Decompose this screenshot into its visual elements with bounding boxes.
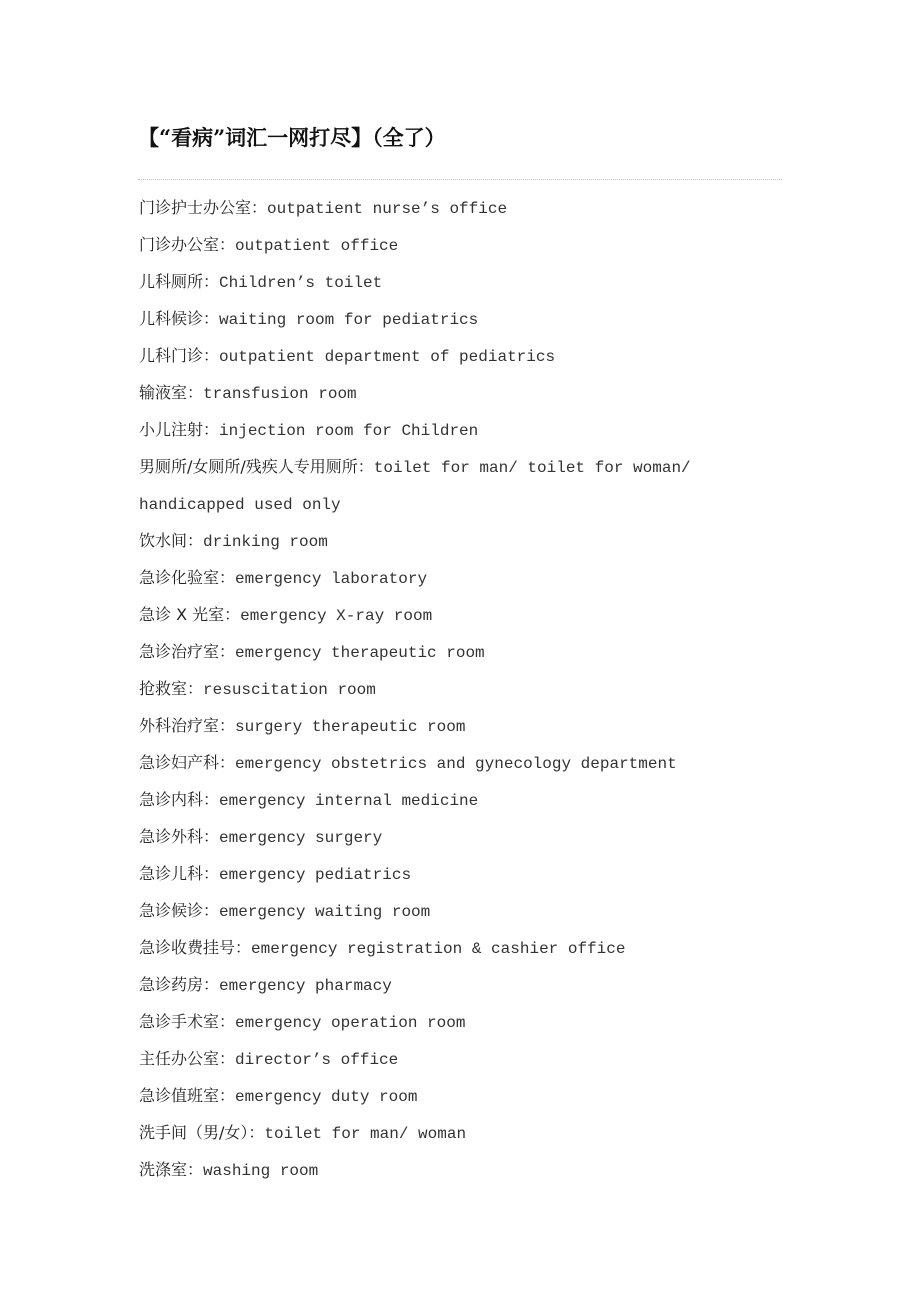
vocabulary-entry [139,1114,779,1151]
english-translation: waiting room for pediatrics [219,311,479,329]
english-translation: resuscitation room [203,681,376,699]
english-translation: Children’s toilet [219,274,383,292]
chinese-term: 儿科厕所： [139,272,220,291]
english-translation: emergency operation room [235,1014,466,1032]
vocabulary-entry [139,448,779,485]
vocabulary-entry [139,374,779,411]
chinese-term: 门诊护士办公室： [139,198,268,217]
chinese-term: 急诊药房： [139,975,220,994]
english-translation: emergency waiting room [219,903,431,921]
english-translation: drinking room [203,533,328,551]
vocabulary-entry [139,226,779,263]
english-translation: emergency pharmacy [219,977,392,995]
chinese-term: 洗涤室： [139,1160,204,1179]
chinese-term: 输液室： [139,383,204,402]
chinese-term: 急诊收费挂号： [139,938,252,957]
chinese-term: 主任办公室： [139,1049,236,1068]
chinese-term: 饮水间： [139,531,204,550]
vocabulary-entry [139,1151,779,1188]
english-translation: toilet for man/ woman [264,1125,467,1143]
document-title: 【“看病”词汇一网打尽】（全了） [138,125,446,150]
vocabulary-entry [139,966,779,1003]
english-translation: emergency duty room [235,1088,418,1106]
vocabulary-entry [139,1077,779,1114]
chinese-term: 抢救室： [139,679,204,698]
english-translation: washing room [203,1162,319,1180]
chinese-term: 急诊候诊： [139,901,220,920]
chinese-term: 急诊值班室： [139,1086,236,1105]
english-translation: toilet for man/ toilet for woman/ [373,459,691,477]
vocabulary-entry [139,485,779,522]
english-translation: outpatient nurse’s office [267,200,508,218]
vocabulary-entry [139,559,779,596]
vocabulary-entry [139,189,779,226]
english-translation: emergency internal medicine [219,792,479,810]
chinese-term: 急诊化验室： [139,568,236,587]
chinese-term: 急诊妇产科： [139,753,236,772]
chinese-term: 儿科门诊： [139,346,220,365]
chinese-term: 门诊办公室： [139,235,236,254]
chinese-term: 急诊儿科： [139,864,220,883]
vocabulary-entry [139,300,779,337]
chinese-term: 急诊内科： [139,790,220,809]
english-translation: injection room for Children [219,422,479,440]
vocabulary-entry [139,337,779,374]
vocabulary-entry [139,522,779,559]
english-translation: transfusion room [203,385,357,403]
chinese-term: 儿科候诊： [139,309,220,328]
vocabulary-entry [139,411,779,448]
chinese-term: 急诊外科： [139,827,220,846]
vocabulary-entry [139,744,779,781]
vocabulary-entry [139,781,779,818]
chinese-term: 外科治疗室： [139,716,236,735]
english-translation: emergency X-ray room [240,607,433,625]
english-translation: emergency therapeutic room [235,644,485,662]
chinese-term: 小儿注射： [139,420,220,439]
vocabulary-entry [139,596,779,633]
vocabulary-entry [139,263,779,300]
english-translation: emergency pediatrics [219,866,412,884]
english-translation: outpatient department of pediatrics [219,348,556,366]
chinese-term: 急诊手术室： [139,1012,236,1031]
chinese-term: 洗手间（男/女）： [139,1123,265,1142]
vocabulary-entry [139,1040,779,1077]
vocabulary-list [139,189,779,1188]
vocabulary-entry [139,1003,779,1040]
english-translation: director’s office [235,1051,399,1069]
english-translation: emergency surgery [219,829,383,847]
vocabulary-entry [139,670,779,707]
chinese-term: 急诊治疗室： [139,642,236,661]
dotted-divider [138,179,782,180]
vocabulary-entry [139,892,779,929]
english-translation: emergency obstetrics and gynecology department [235,755,677,773]
vocabulary-entry [139,818,779,855]
vocabulary-entry [139,929,779,966]
english-translation: emergency laboratory [235,570,428,588]
english-translation: emergency registration & cashier office [251,940,626,958]
vocabulary-entry [139,855,779,892]
chinese-term: 急诊 X 光室： [139,605,241,624]
vocabulary-entry [139,707,779,744]
english-translation: handicapped used only [139,496,341,514]
english-translation: surgery therapeutic room [235,718,466,736]
vocabulary-entry [139,633,779,670]
chinese-term: 男厕所/女厕所/残疾人专用厕所： [139,457,374,476]
english-translation: outpatient office [235,237,399,255]
